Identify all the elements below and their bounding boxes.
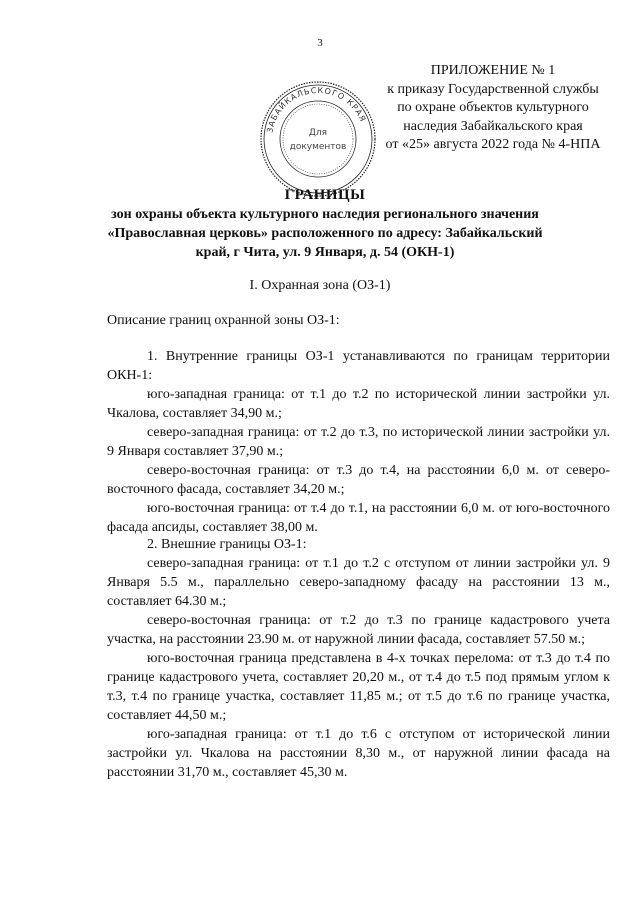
outer-item: юго-западная граница: от т.1 до т.6 с отступом от исторической линии застройки ул. Чкалова на расстоянии 8,30 м., от наружной линии фасада на расстоянии 31,70 м., составляет 45,30 м. <box>107 727 610 780</box>
inner-boundaries <box>107 347 610 537</box>
outer-heading: 2. Внешние границы ОЗ-1: <box>147 537 307 552</box>
inner-item: юго-восточная граница: от т.4 до т.1, на расстоянии 6,0 м. от юго-восточного фасада апсиды, составляет 38,00 м. <box>107 501 610 535</box>
title-main: ГРАНИЦЫ <box>284 187 366 203</box>
stamp-ring-text: ЗАБАЙКАЛЬСКОГО КРАЯ <box>265 85 368 134</box>
appendix-line: от «25» августа 2022 года № 4-НПА <box>385 137 601 152</box>
appendix-block <box>378 62 608 155</box>
section-heading: I. Охранная зона (ОЗ-1) <box>249 278 391 293</box>
inner-item: северо-восточная граница: от т.3 до т.4, на расстоянии 6,0 м. от северо-восточного фасада, составляет 34,20 м.; <box>107 463 610 497</box>
inner-item: северо-западная граница: от т.2 до т.3, по исторической линии застройки ул. 9 Января составляет 37,90 м.; <box>107 425 610 459</box>
inner-item: юго-западная граница: от т.1 до т.2 по исторической линии застройки ул. Чкалова, составляет 34,90 м.; <box>107 387 610 421</box>
intro-text: Описание границ охранной зоны ОЗ-1: <box>107 313 340 328</box>
outer-item: северо-восточная граница: от т.2 до т.3 по границе кадастрового учета участка, на расстоянии 23.90 м. от наружной линии фасада, составляет 57.50 м.; <box>107 613 610 647</box>
outer-boundaries <box>107 535 610 782</box>
title-line: «Православная церковь» расположенного по адресу: Забайкальский <box>107 226 543 241</box>
appendix-line: к приказу Государственной службы <box>387 81 599 97</box>
appendix-line: наследия Забайкальского края <box>403 118 583 134</box>
seal-stamp-icon <box>258 79 378 199</box>
page-number: 3 <box>317 37 323 49</box>
appendix-title: ПРИЛОЖЕНИЕ № 1 <box>430 63 556 78</box>
appendix-line: по охране объектов культурного <box>397 100 589 115</box>
title-line: зон охраны объекта культурного наследия регионального значения <box>111 207 539 222</box>
outer-item: юго-восточная граница представлена в 4-х точках перелома: от т.3 до т.4 по границе кадастрового учета, составляет 20,20 м., от т.4 до т.5 под прямым углом к т.3, т.4 по границе участка, составляет 11,85 м.; от т.5 до т.6 по границе участка, составляет 44,50 м.; <box>107 651 610 723</box>
inner-heading: 1. Внутренние границы ОЗ-1 устанавливаются по границам территории ОКН-1: <box>107 349 610 383</box>
document-title <box>95 186 555 262</box>
stamp-text-line2: документов <box>289 142 347 152</box>
title-line: край, г Чита, ул. 9 Января, д. 54 (ОКН-1) <box>195 245 455 260</box>
outer-item: северо-западная граница: от т.1 до т.2 с отступом от линии застройки ул. 9 Января 5.5 м., параллельно северо-западному фасаду на расстоянии 13 м., составляет 64.30 м.; <box>107 556 610 609</box>
svg-text:ЗАБАЙКАЛЬСКОГО КРАЯ <box>265 86 367 134</box>
stamp-text-line1: Для <box>308 128 328 138</box>
